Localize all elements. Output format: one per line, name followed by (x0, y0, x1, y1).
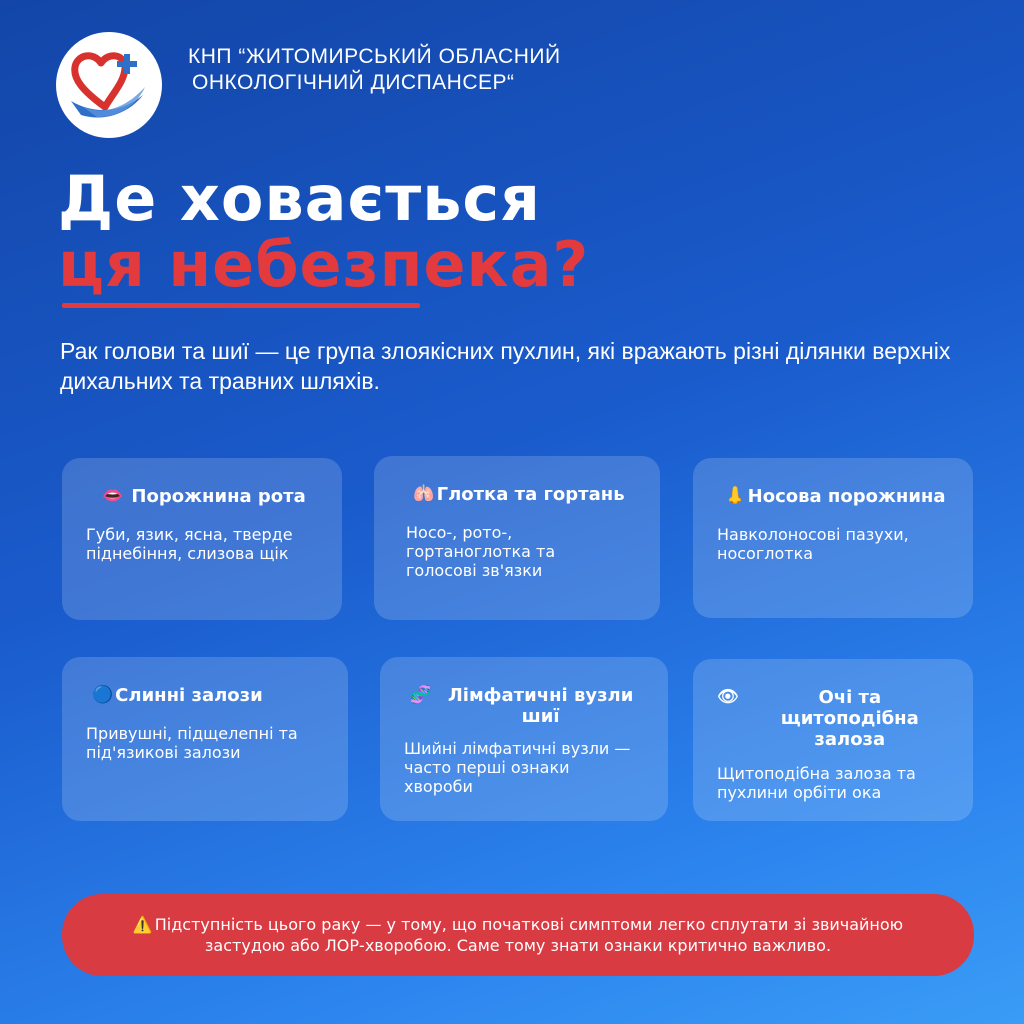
throat-icon: 🫁 (413, 484, 435, 504)
warning-icon: ⚠️ (132, 915, 153, 934)
card-body: Навколоносові пазухи, носоглотка (717, 525, 909, 563)
card-title-row (717, 687, 953, 750)
card-body: Шийні лімфатичні вузли — часто перші ознаки хвороби (404, 739, 631, 796)
card-title: Носова порожнина (747, 486, 946, 507)
card-title: Порожнина рота (131, 486, 306, 507)
title-underline (62, 303, 420, 308)
lips-icon: 👄 (102, 486, 124, 506)
card-salivary-glands (62, 657, 348, 821)
intro-text: Рак голови та шиї — це група злоякісних пухлин, які вражають різні ділянки верхніх дихальних та травних шляхів. (60, 338, 951, 394)
card-title: Лімфатичні вузли шиї (447, 685, 634, 727)
warning-banner (62, 894, 974, 976)
card-pharynx-larynx (374, 456, 660, 620)
warning-text: Підступність цього раку — у тому, що початкові симптоми легко сплутати зі звичайною застудою або ЛОР-хворобою. Саме тому знати ознаки критично важливо. (154, 915, 904, 955)
card-title-row (717, 486, 953, 507)
heart-hands-logo-icon (61, 37, 157, 133)
page-title (58, 162, 590, 301)
eye-icon: 👁 (717, 687, 739, 707)
organization-name (188, 44, 561, 96)
page-title-line2: ця небезпека? (58, 228, 590, 301)
card-body: Щитоподібна залоза та пухлини орбіти ока (717, 764, 916, 802)
card-body: Носо-, рото-, гортаноглотка та голосові зв'язки (406, 523, 556, 580)
card-oral-cavity (62, 458, 342, 620)
card-eyes-thyroid (693, 659, 973, 821)
card-nasal-cavity (693, 458, 973, 618)
logo (56, 32, 162, 138)
organization-name-line2: ОНКОЛОГІЧНИЙ ДИСПАНСЕР“ (192, 71, 515, 94)
blue-circle-icon: 🔵 (92, 685, 114, 705)
page-title-line1: Де ховається (58, 162, 541, 235)
warning-text-wrap (92, 914, 944, 956)
card-title: Слинні залози (115, 685, 263, 706)
card-body: Губи, язик, ясна, тверде піднебіння, слизова щік (86, 525, 293, 563)
organization-name-line1: КНП “ЖИТОМИРСЬКИЙ ОБЛАСНИЙ (188, 45, 561, 68)
card-title: Глотка та гортань (436, 484, 625, 505)
card-title-row (398, 484, 640, 505)
card-lymph-nodes (380, 657, 668, 821)
card-title: Очі та щитоподібна залоза (780, 687, 919, 750)
nose-icon: 👃 (724, 486, 746, 506)
card-body: Привушні, підщелепні та під'язикові залози (86, 724, 298, 762)
dna-icon: 🧬 (410, 685, 432, 705)
card-title-row (404, 685, 648, 727)
card-title-row (86, 685, 328, 706)
card-title-row (86, 486, 322, 507)
